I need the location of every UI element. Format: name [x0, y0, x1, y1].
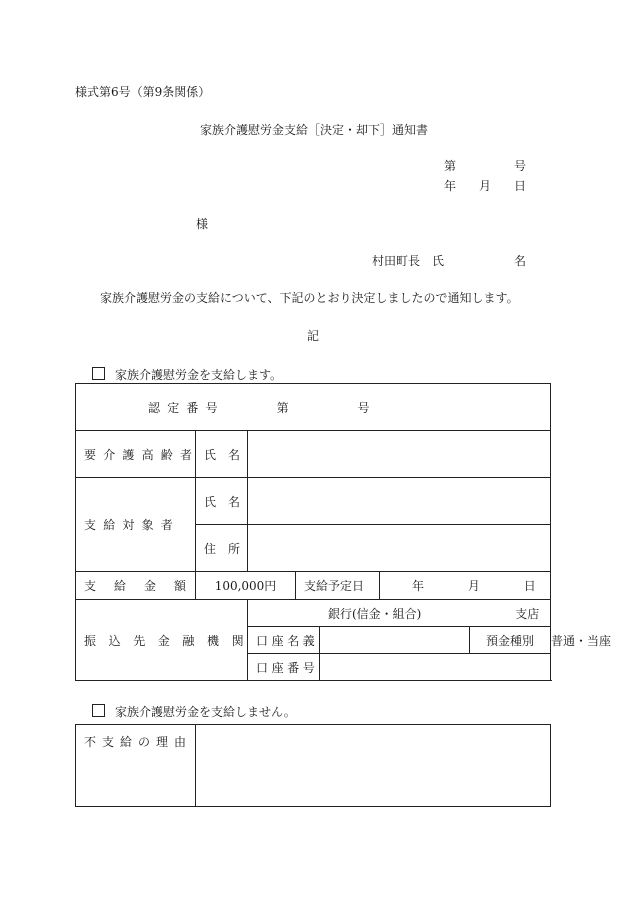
bank-section-label-cell — [76, 600, 257, 681]
payment-table — [75, 383, 612, 681]
reason-field[interactable] — [196, 725, 551, 807]
document-title: 家族介護慰労金支給［決定・却下］通知書 — [200, 123, 429, 137]
account-name-label-cell — [248, 627, 320, 654]
elder-name-field[interactable] — [248, 431, 551, 478]
bank-label: 銀行(信金・組合) — [328, 606, 422, 621]
reason-label: 不支給の理由 — [84, 735, 193, 749]
scheduled-label: 支給予定日 — [304, 579, 365, 593]
nintei-dai: 第 — [276, 400, 289, 415]
deposit-type-label-cell — [470, 627, 551, 654]
recipient-label: 支給対象者 — [84, 518, 181, 532]
form-number: 様式第6号（第9条関係） — [75, 85, 211, 99]
option-pay[interactable] — [92, 367, 282, 381]
recipient-address-label-cell — [196, 525, 248, 572]
recipient-name-label: 氏 名 — [204, 494, 241, 509]
sched-day: 日 — [523, 579, 536, 593]
elder-label-cell — [76, 431, 200, 478]
option-pay-label: 家族介護慰労金を支給します。 — [115, 368, 283, 382]
addressee-sama: 様 — [196, 217, 209, 231]
elder-name-label-cell — [196, 431, 248, 478]
account-number-field[interactable] — [320, 654, 551, 681]
amount-label-cell — [76, 572, 205, 600]
account-name-label: 口座名義 — [256, 633, 319, 648]
reason-label-cell — [76, 725, 196, 807]
ki-heading: 記 — [307, 329, 320, 343]
account-number-label-cell — [248, 654, 320, 681]
deposit-type-label: 預金種別 — [485, 633, 534, 648]
nintei-row — [76, 384, 551, 431]
amount-value: 100,000円 — [214, 579, 277, 593]
date-day: 日 — [514, 179, 527, 193]
nintei-label: 認定番号 — [148, 400, 225, 415]
recipient-name-field[interactable] — [248, 478, 551, 525]
reason-table — [75, 724, 551, 807]
issuer-title: 村田町長 氏 — [372, 254, 445, 268]
branch-label: 支店 — [515, 606, 540, 621]
scheduled-date-field[interactable] — [380, 572, 551, 600]
bank-section-label: 振込先金融機関 — [84, 633, 257, 648]
recipient-address-label: 住 所 — [204, 541, 241, 556]
elder-label: 要介護高齢者 — [84, 447, 200, 462]
sched-year: 年 — [412, 579, 425, 593]
account-number-label: 口座番号 — [256, 660, 319, 675]
deposit-type-value: 普通・当座 — [551, 633, 612, 648]
issuer-name-suffix: 名 — [514, 254, 527, 268]
body-text: 家族介護慰労金の支給について、下記のとおり決定しましたので通知します。 — [100, 291, 519, 305]
amount-value-cell — [196, 572, 296, 600]
recipient-address-field[interactable] — [248, 525, 551, 572]
recipient-label-cell — [76, 478, 196, 572]
checkbox-nopay[interactable] — [92, 704, 105, 717]
amount-label: 支給金額 — [84, 579, 205, 593]
scheduled-label-cell — [296, 572, 380, 600]
sched-month: 月 — [467, 579, 480, 593]
recipient-name-label-cell — [196, 478, 248, 525]
date-year: 年 — [444, 179, 457, 193]
account-name-field[interactable] — [320, 627, 470, 654]
option-nopay-label: 家族介護慰労金を支給しません。 — [115, 705, 296, 719]
date-month: 月 — [479, 179, 492, 193]
doc-number-dai: 第 — [444, 159, 457, 173]
checkbox-pay[interactable] — [92, 367, 105, 380]
elder-name-label: 氏 名 — [204, 447, 241, 462]
nintei-go: 号 — [357, 400, 370, 415]
bank-name-field[interactable] — [248, 600, 551, 627]
doc-number-go: 号 — [514, 159, 527, 173]
option-nopay[interactable] — [92, 704, 296, 718]
